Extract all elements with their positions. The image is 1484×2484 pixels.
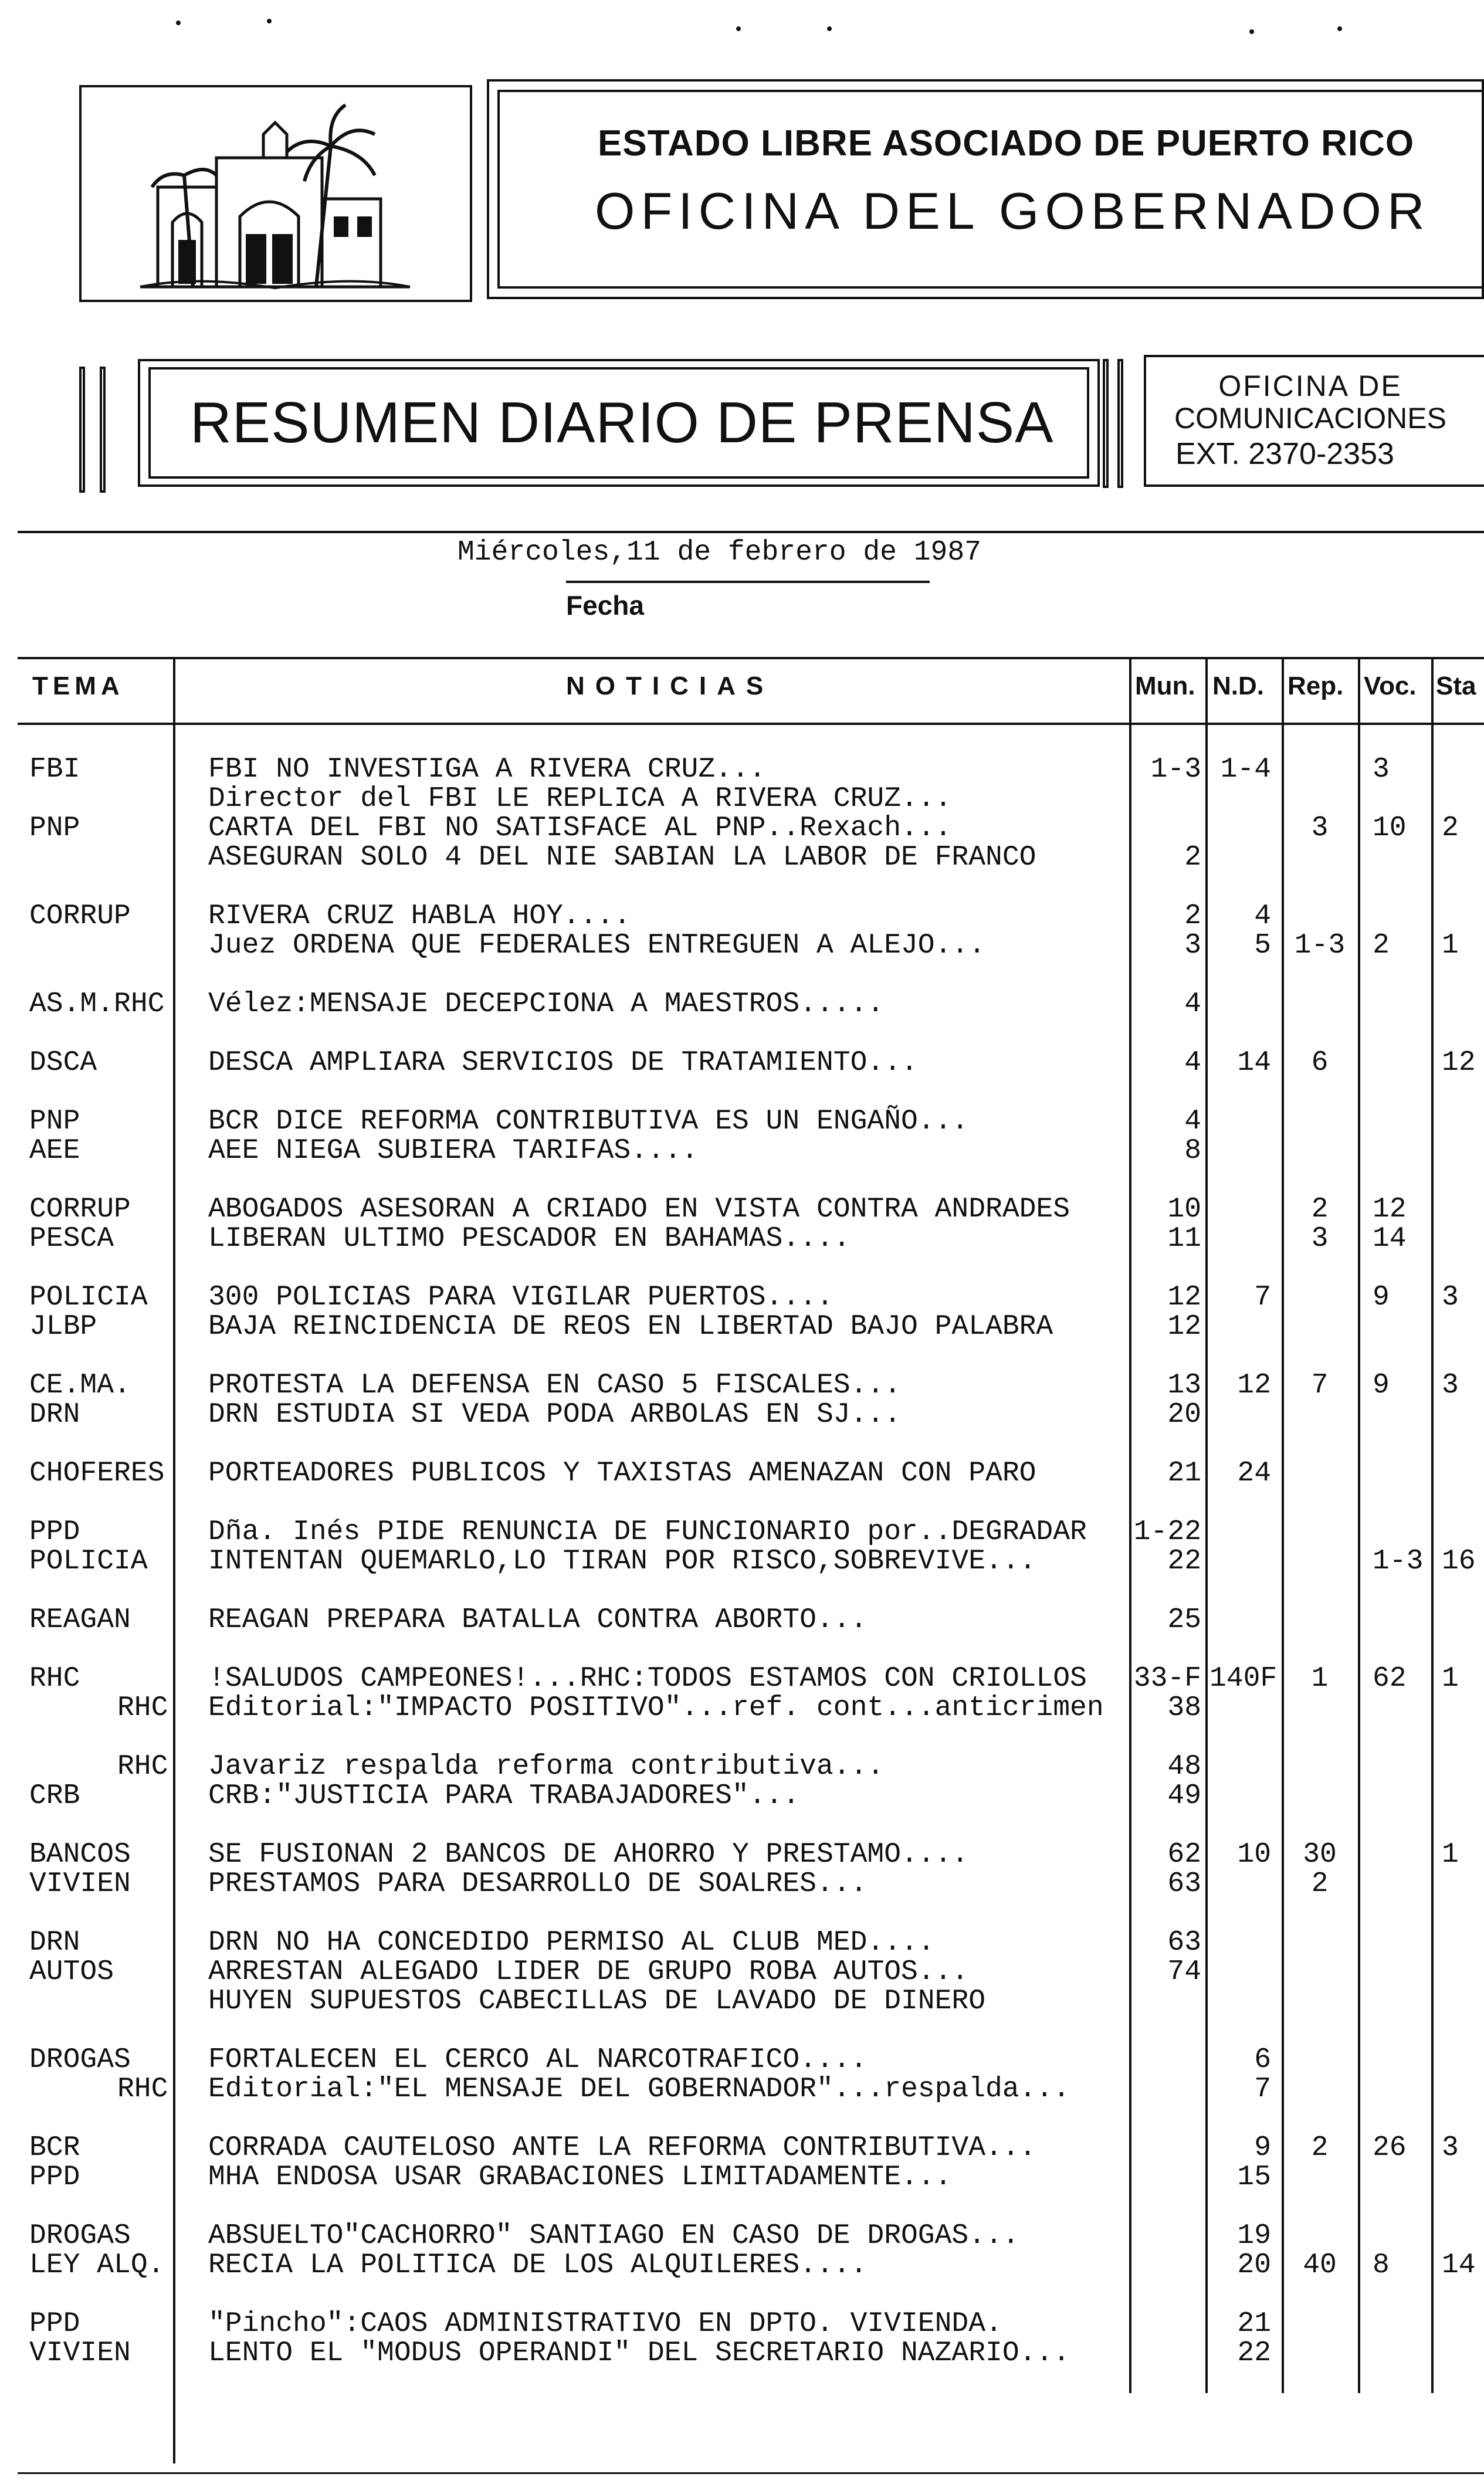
row-rep-page: 30 <box>1303 1839 1337 1870</box>
row-headline: HUYEN SUPUESTOS CABECILLAS DE LAVADO DE DINERO <box>208 1985 986 2017</box>
row-topic: BANCOS <box>29 1839 131 1870</box>
row-voc-page: 10 <box>1373 812 1407 844</box>
row-nd-page: 20 <box>1237 2249 1271 2281</box>
divider <box>18 531 1484 533</box>
row-mun-page: 63 <box>1167 1927 1201 1958</box>
column-divider <box>173 657 175 2463</box>
row-mun-page: 3 <box>1184 930 1201 961</box>
row-sta-page: 1 <box>1442 930 1459 961</box>
row-voc-page: 1-3 <box>1373 1546 1424 1577</box>
row-mun-page: 21 <box>1167 1458 1201 1489</box>
row-rep-page: 3 <box>1311 1223 1329 1255</box>
row-topic: RHC <box>117 1751 168 1782</box>
row-mun-page: 2 <box>1184 842 1201 873</box>
column-divider <box>1358 657 1360 2393</box>
row-headline: ABSUELTO"CACHORRO" SANTIAGO EN CASO DE DROGAS... <box>208 2220 1019 2252</box>
row-nd-page: 14 <box>1237 1047 1271 1079</box>
row-mun-page: 4 <box>1184 1047 1201 1079</box>
column-header-rep: Rep. <box>1288 672 1344 700</box>
row-headline: BCR DICE REFORMA CONTRIBUTIVA ES UN ENGAÑO... <box>208 1106 969 1137</box>
row-headline: "Pincho":CAOS ADMINISTRATIVO EN DPTO. VIVIENDA. <box>208 2308 1002 2340</box>
row-headline: Vélez:MENSAJE DECEPCIONA A MAESTROS..... <box>208 988 885 1020</box>
row-headline: ASEGURAN SOLO 4 DEL NIE SABIAN LA LABOR DE FRANCO <box>208 842 1036 873</box>
scan-speck <box>736 26 741 31</box>
row-mun-page: 63 <box>1167 1868 1201 1900</box>
row-topic: DROGAS <box>29 2044 131 2076</box>
row-headline: !SALUDOS CAMPEONES!...RHC:TODOS ESTAMOS CON CRIOLLOS <box>208 1663 1087 1695</box>
scan-speck <box>176 21 181 25</box>
row-headline: DRN ESTUDIA SI VEDA PODA ARBOLAS EN SJ... <box>208 1399 901 1431</box>
report-date: Miércoles,11 de febrero de 1987 <box>458 537 981 568</box>
column-divider <box>1431 657 1434 2393</box>
column-divider <box>1129 657 1131 2393</box>
row-voc-page: 14 <box>1373 1223 1407 1255</box>
row-nd-page: 24 <box>1237 1458 1271 1489</box>
row-topic: CE.MA. <box>29 1370 131 1401</box>
row-mun-page: 12 <box>1167 1311 1201 1343</box>
row-sta-page: 14 <box>1442 2249 1476 2281</box>
row-topic: DRN <box>29 1399 80 1431</box>
column-header-mun: Mun. <box>1135 672 1195 700</box>
row-topic: REAGAN <box>29 1604 131 1636</box>
row-nd-page: 10 <box>1237 1839 1271 1870</box>
row-nd-page: 19 <box>1237 2220 1271 2252</box>
row-mun-page: 8 <box>1184 1135 1201 1167</box>
row-mun-page: 49 <box>1167 1780 1201 1812</box>
row-headline: ARRESTAN ALEGADO LIDER DE GRUPO ROBA AUTOS... <box>208 1956 969 1988</box>
row-topic: RHC <box>117 1692 168 1724</box>
row-topic: LEY ALQ. <box>29 2249 165 2281</box>
row-headline: PRESTAMOS PARA DESARROLLO DE SOALRES... <box>208 1868 868 1900</box>
row-nd-page: 22 <box>1237 2337 1271 2369</box>
row-rep-page: 6 <box>1311 1047 1329 1079</box>
row-nd-page: 7 <box>1254 1282 1271 1313</box>
column-header-nd: N.D. <box>1212 672 1264 700</box>
bottom-rule <box>18 2472 1484 2474</box>
row-topic: POLICIA <box>29 1282 148 1313</box>
row-topic: AEE <box>29 1135 80 1167</box>
document-title: RESUMEN DIARIO DE PRENSA <box>190 390 1054 455</box>
row-topic: PPD <box>29 2308 80 2340</box>
row-headline: 300 POLICIAS PARA VIGILAR PUERTOS.... <box>208 1282 834 1313</box>
row-rep-page: 2 <box>1311 1194 1329 1225</box>
row-mun-page: 12 <box>1167 1282 1201 1313</box>
row-nd-page: 6 <box>1254 2044 1271 2076</box>
row-topic: AS.M.RHC <box>29 988 165 1020</box>
row-nd-page: 9 <box>1254 2132 1271 2164</box>
row-headline: Juez ORDENA QUE FEDERALES ENTREGUEN A ALEJO... <box>208 930 986 961</box>
row-voc-page: 8 <box>1373 2249 1390 2281</box>
row-nd-page: 140F <box>1209 1663 1278 1695</box>
row-topic: FBI <box>29 754 80 785</box>
scan-speck <box>1337 26 1342 31</box>
row-mun-page: 62 <box>1167 1839 1201 1870</box>
office-name: OFICINA DEL GOBERNADOR <box>595 182 1431 240</box>
row-nd-page: 5 <box>1254 930 1271 961</box>
decorative-bars-middle <box>1103 359 1126 488</box>
row-mun-page: 2 <box>1184 900 1201 932</box>
row-topic: BCR <box>29 2132 80 2164</box>
row-topic: AUTOS <box>29 1956 114 1988</box>
governor-office-logo <box>79 85 472 302</box>
row-rep-page: 40 <box>1303 2249 1337 2281</box>
row-mun-page: 48 <box>1167 1751 1201 1782</box>
row-topic: CORRUP <box>29 1194 131 1225</box>
row-headline: SE FUSIONAN 2 BANCOS DE AHORRO Y PRESTAMO.... <box>208 1839 969 1870</box>
row-topic: DSCA <box>29 1047 97 1079</box>
row-rep-page: 2 <box>1311 2132 1329 2164</box>
row-rep-page: 1 <box>1311 1663 1329 1695</box>
row-mun-page: 1-22 <box>1133 1516 1201 1548</box>
row-sta-page: 12 <box>1442 1047 1476 1079</box>
government-name: ESTADO LIBRE ASOCIADO DE PUERTO RICO <box>598 123 1415 164</box>
row-topic: CHOFERES <box>29 1458 165 1489</box>
row-mun-page: 22 <box>1167 1546 1201 1577</box>
column-header-sta: Sta <box>1436 672 1476 700</box>
scan-speck <box>267 19 272 23</box>
row-nd-page: 7 <box>1254 2073 1271 2105</box>
row-headline: DRN NO HA CONCEDIDO PERMISO AL CLUB MED.... <box>208 1927 935 1958</box>
row-mun-page: 20 <box>1167 1399 1201 1431</box>
resumen-frame <box>138 359 1100 487</box>
date-underline <box>566 581 930 583</box>
row-mun-page: 1-3 <box>1150 754 1201 785</box>
office-label-line2: COMUNICACIONES <box>1174 402 1446 435</box>
row-headline: Editorial:"EL MENSAJE DEL GOBERNADOR"...respalda... <box>208 2073 1070 2105</box>
row-mun-page: 11 <box>1167 1223 1201 1255</box>
row-nd-page: 1-4 <box>1220 754 1271 785</box>
row-voc-page: 2 <box>1373 930 1390 961</box>
row-rep-page: 1-3 <box>1294 930 1346 961</box>
row-headline: MHA ENDOSA USAR GRABACIONES LIMITADAMENTE... <box>208 2161 952 2193</box>
row-headline: BAJA REINCIDENCIA DE REOS EN LIBERTAD BAJO PALABRA <box>208 1311 1053 1343</box>
row-headline: FORTALECEN EL CERCO AL NARCOTRAFICO.... <box>208 2044 868 2076</box>
row-headline: ABOGADOS ASESORAN A CRIADO EN VISTA CONTRA ANDRADES <box>208 1194 1070 1225</box>
column-header-tema: TEMA <box>32 672 124 700</box>
row-topic: PPD <box>29 1516 80 1548</box>
communications-office-box <box>1144 355 1484 487</box>
row-sta-page: 3 <box>1442 1282 1459 1313</box>
row-headline: Director del FBI LE REPLICA A RIVERA CRUZ... <box>208 783 952 815</box>
column-divider <box>1205 657 1208 2393</box>
row-headline: PORTEADORES PUBLICOS Y TAXISTAS AMENAZAN CON PARO <box>208 1458 1036 1489</box>
row-voc-page: 9 <box>1373 1282 1390 1313</box>
row-rep-page: 3 <box>1311 812 1329 844</box>
row-topic: DRN <box>29 1927 80 1958</box>
row-mun-page: 10 <box>1167 1194 1201 1225</box>
row-mun-page: 38 <box>1167 1692 1201 1724</box>
row-topic: VIVIEN <box>29 1868 131 1900</box>
date-label: Fecha <box>566 590 644 621</box>
row-topic: PESCA <box>29 1223 114 1255</box>
row-voc-page: 3 <box>1373 754 1390 785</box>
row-headline: CRB:"JUSTICIA PARA TRABAJADORES"... <box>208 1780 800 1812</box>
row-voc-page: 62 <box>1373 1663 1407 1695</box>
column-divider <box>1282 657 1284 2393</box>
table-header-rule <box>18 723 1484 725</box>
row-sta-page: 1 <box>1442 1663 1459 1695</box>
row-headline: RECIA LA POLITICA DE LOS ALQUILERES.... <box>208 2249 868 2281</box>
row-headline: CORRADA CAUTELOSO ANTE LA REFORMA CONTRIBUTIVA... <box>208 2132 1036 2164</box>
row-mun-page: 25 <box>1167 1604 1201 1636</box>
office-extension: EXT. 2370-2353 <box>1175 437 1394 471</box>
row-topic: PNP <box>29 1106 80 1137</box>
row-nd-page: 4 <box>1254 900 1271 932</box>
row-mun-page: 74 <box>1167 1956 1201 1988</box>
row-sta-page: 3 <box>1442 2132 1459 2164</box>
row-nd-page: 15 <box>1237 2161 1271 2193</box>
column-header-noticias: NOTICIAS <box>566 672 774 700</box>
row-topic: POLICIA <box>29 1546 148 1577</box>
row-topic: PPD <box>29 2161 80 2193</box>
row-topic: CORRUP <box>29 900 131 932</box>
row-sta-page: 2 <box>1442 812 1459 844</box>
row-headline: PROTESTA LA DEFENSA EN CASO 5 FISCALES... <box>208 1370 901 1401</box>
row-topic: CRB <box>29 1780 80 1812</box>
row-voc-page: 9 <box>1373 1370 1390 1401</box>
scan-speck <box>1249 29 1254 34</box>
decorative-bars-left <box>79 367 126 493</box>
row-headline: RIVERA CRUZ HABLA HOY.... <box>208 900 631 932</box>
row-headline: LENTO EL "MODUS OPERANDI" DEL SECRETARIO NAZARIO... <box>208 2337 1070 2369</box>
row-nd-page: 21 <box>1237 2308 1271 2340</box>
table-top-rule <box>18 657 1484 659</box>
title-frame <box>487 79 1484 299</box>
row-headline: Dña. Inés PIDE RENUNCIA DE FUNCIONARIO por..DEGRADAR <box>208 1516 1087 1548</box>
row-headline: DESCA AMPLIARA SERVICIOS DE TRATAMIENTO... <box>208 1047 918 1079</box>
row-topic: RHC <box>117 2073 168 2105</box>
row-headline: REAGAN PREPARA BATALLA CONTRA ABORTO... <box>208 1604 868 1636</box>
row-rep-page: 2 <box>1311 1868 1329 1900</box>
row-voc-page: 26 <box>1373 2132 1407 2164</box>
row-topic: JLBP <box>29 1311 97 1343</box>
row-nd-page: 12 <box>1237 1370 1271 1401</box>
row-voc-page: 12 <box>1373 1194 1407 1225</box>
row-headline: Javariz respalda reforma contributiva... <box>208 1751 885 1782</box>
row-headline: AEE NIEGA SUBIERA TARIFAS.... <box>208 1135 699 1167</box>
row-mun-page: 13 <box>1167 1370 1201 1401</box>
row-topic: PNP <box>29 812 80 844</box>
row-headline: LIBERAN ULTIMO PESCADOR EN BAHAMAS.... <box>208 1223 851 1255</box>
row-headline: FBI NO INVESTIGA A RIVERA CRUZ... <box>208 754 766 785</box>
scan-speck <box>827 26 832 31</box>
row-sta-page: 16 <box>1442 1546 1476 1577</box>
column-header-voc: Voc. <box>1364 672 1417 700</box>
row-mun-page: 4 <box>1184 988 1201 1020</box>
row-headline: CARTA DEL FBI NO SATISFACE AL PNP..Rexach... <box>208 812 952 844</box>
row-topic: RHC <box>29 1663 80 1695</box>
row-topic: DROGAS <box>29 2220 131 2252</box>
row-sta-page: 3 <box>1442 1370 1459 1401</box>
row-rep-page: 7 <box>1311 1370 1329 1401</box>
row-sta-page: 1 <box>1442 1839 1459 1870</box>
row-mun-page: 33-F <box>1133 1663 1201 1695</box>
office-label-line1: OFICINA DE <box>1218 370 1402 402</box>
fortaleza-building-icon <box>128 99 422 293</box>
row-topic: VIVIEN <box>29 2337 131 2369</box>
row-mun-page: 4 <box>1184 1106 1201 1137</box>
row-headline: INTENTAN QUEMARLO,LO TIRAN POR RISCO,SOBREVIVE... <box>208 1546 1036 1577</box>
row-headline: Editorial:"IMPACTO POSITIVO"...ref. cont...anticrimen <box>208 1692 1104 1724</box>
